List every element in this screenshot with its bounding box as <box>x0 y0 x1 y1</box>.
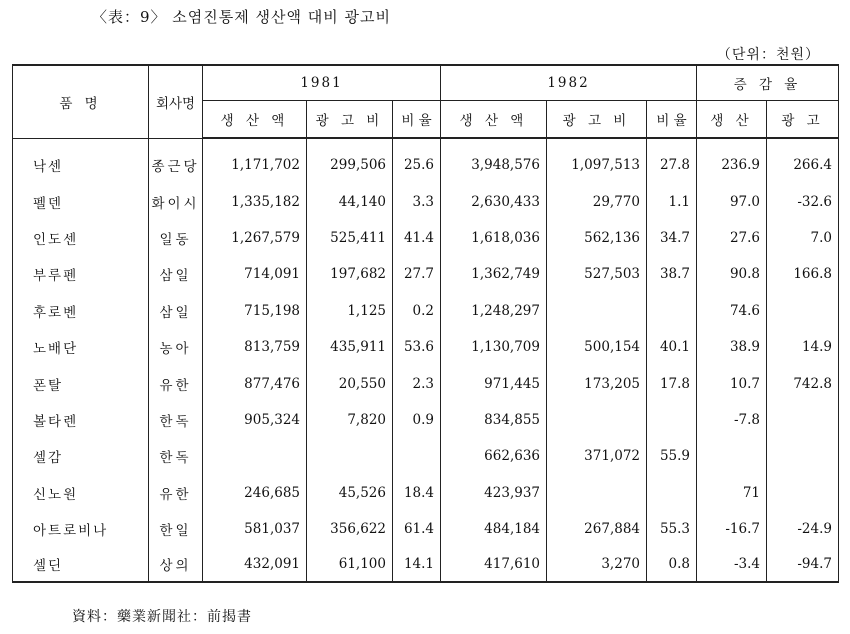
ratio-1982 <box>647 475 697 511</box>
company-name: 유한 <box>149 365 203 401</box>
production-1981: 246,685 <box>203 475 307 511</box>
header-change: 증 감 율 <box>697 65 839 101</box>
product-name: 부루펜 <box>13 256 149 292</box>
production-1981: 432,091 <box>203 547 307 582</box>
table-row <box>13 220 839 256</box>
production-1981: 1,171,702 <box>203 147 307 183</box>
production-1982: 971,445 <box>441 365 547 401</box>
ratio-1982: 55.3 <box>647 511 697 547</box>
product-name: 폰탈 <box>13 365 149 401</box>
ratio-1981: 14.1 <box>393 547 441 582</box>
product-name: 아트로비나 <box>13 511 149 547</box>
table-row <box>13 547 839 582</box>
change-production: 97.0 <box>697 183 767 219</box>
change-ad: 14.9 <box>767 329 839 365</box>
change-ad: -24.9 <box>767 511 839 547</box>
table-row <box>13 438 839 474</box>
company-name: 농아 <box>149 329 203 365</box>
ad-1982 <box>547 293 647 329</box>
ad-1982 <box>547 475 647 511</box>
change-ad: 742.8 <box>767 365 839 401</box>
table-row <box>13 293 839 329</box>
ratio-1982: 27.8 <box>647 147 697 183</box>
ratio-1981: 53.6 <box>393 329 441 365</box>
header-ad-1982: 광 고 비 <box>547 101 647 139</box>
change-production: -7.8 <box>697 402 767 438</box>
production-1981 <box>203 438 307 474</box>
header-ratio-1981: 비 율 <box>393 101 441 139</box>
ad-1981: 7,820 <box>307 402 393 438</box>
header-year-1982: 1982 <box>441 65 697 101</box>
ratio-1981: 41.4 <box>393 220 441 256</box>
header-production-1982: 생 산 액 <box>441 101 547 139</box>
ratio-1981: 27.7 <box>393 256 441 292</box>
change-ad <box>767 438 839 474</box>
change-production: -16.7 <box>697 511 767 547</box>
ratio-1981 <box>393 438 441 474</box>
source-note: 資料：藥業新聞社：前揭書 <box>72 609 252 625</box>
ad-1982: 173,205 <box>547 365 647 401</box>
production-1982: 1,618,036 <box>441 220 547 256</box>
ad-1982: 500,154 <box>547 329 647 365</box>
table-row <box>13 147 839 183</box>
ad-1982: 29,770 <box>547 183 647 219</box>
ad-1981: 197,682 <box>307 256 393 292</box>
production-1981: 1,335,182 <box>203 183 307 219</box>
header-production-1981: 생 산 액 <box>203 101 307 139</box>
ratio-1982: 17.8 <box>647 365 697 401</box>
ratio-1981: 2.3 <box>393 365 441 401</box>
product-name: 인도센 <box>13 220 149 256</box>
product-name: 낙센 <box>13 147 149 183</box>
company-name: 일동 <box>149 220 203 256</box>
change-ad <box>767 402 839 438</box>
product-name: 노배단 <box>13 329 149 365</box>
company-name: 종근당 <box>149 147 203 183</box>
ratio-1982 <box>647 293 697 329</box>
company-name: 한일 <box>149 511 203 547</box>
ratio-1982: 1.1 <box>647 183 697 219</box>
table-row <box>13 511 839 547</box>
change-production: 10.7 <box>697 365 767 401</box>
ratio-1982: 55.9 <box>647 438 697 474</box>
ad-1982 <box>547 402 647 438</box>
change-production: 38.9 <box>697 329 767 365</box>
ad-1982: 562,136 <box>547 220 647 256</box>
change-production: 27.6 <box>697 220 767 256</box>
production-1982: 417,610 <box>441 547 547 582</box>
company-name: 상의 <box>149 547 203 582</box>
production-1981: 1,267,579 <box>203 220 307 256</box>
production-1981: 581,037 <box>203 511 307 547</box>
table-body <box>13 138 839 582</box>
production-1982: 1,248,297 <box>441 293 547 329</box>
change-ad: -94.7 <box>767 547 839 582</box>
change-production: -3.4 <box>697 547 767 582</box>
ratio-1981: 25.6 <box>393 147 441 183</box>
ad-1981: 1,125 <box>307 293 393 329</box>
change-ad: 7.0 <box>767 220 839 256</box>
product-name: 신노원 <box>13 475 149 511</box>
production-1982: 2,630,433 <box>441 183 547 219</box>
table-row <box>13 402 839 438</box>
ratio-1982 <box>647 402 697 438</box>
ad-1981: 20,550 <box>307 365 393 401</box>
ad-1981 <box>307 438 393 474</box>
production-1981: 715,198 <box>203 293 307 329</box>
ad-1981: 44,140 <box>307 183 393 219</box>
ratio-1981: 61.4 <box>393 511 441 547</box>
ad-1981: 435,911 <box>307 329 393 365</box>
ad-1982: 527,503 <box>547 256 647 292</box>
production-1981: 714,091 <box>203 256 307 292</box>
product-name: 후로벤 <box>13 293 149 329</box>
change-production: 236.9 <box>697 147 767 183</box>
production-1982: 3,948,576 <box>441 147 547 183</box>
product-name: 볼타렌 <box>13 402 149 438</box>
company-name: 한독 <box>149 438 203 474</box>
production-1982: 1,362,749 <box>441 256 547 292</box>
header-product: 품 명 <box>13 65 149 138</box>
change-production: 74.6 <box>697 293 767 329</box>
production-1982: 1,130,709 <box>441 329 547 365</box>
ratio-1982: 0.8 <box>647 547 697 582</box>
ratio-1981: 0.9 <box>393 402 441 438</box>
company-name: 유한 <box>149 475 203 511</box>
production-1981: 877,476 <box>203 365 307 401</box>
ad-1982: 267,884 <box>547 511 647 547</box>
ad-1981: 61,100 <box>307 547 393 582</box>
change-ad: 266.4 <box>767 147 839 183</box>
ratio-1981: 3.3 <box>393 183 441 219</box>
ratio-1982: 34.7 <box>647 220 697 256</box>
header-year-1981: 1981 <box>203 65 441 101</box>
table-title: 〈表：9〉 소염진통제 생산액 대비 광고비 <box>92 8 391 26</box>
header-change-ad: 광 고 <box>767 101 839 139</box>
ad-1982: 3,270 <box>547 547 647 582</box>
change-production: 71 <box>697 475 767 511</box>
ad-1981: 45,526 <box>307 475 393 511</box>
production-1981: 905,324 <box>203 402 307 438</box>
product-name: 셀딘 <box>13 547 149 582</box>
company-name: 한독 <box>149 402 203 438</box>
table-row <box>13 183 839 219</box>
ad-1981: 525,411 <box>307 220 393 256</box>
unit-note: （단위：천원） <box>716 47 820 63</box>
production-1982: 423,937 <box>441 475 547 511</box>
header-company: 회사명 <box>149 65 203 138</box>
company-name: 삼일 <box>149 256 203 292</box>
change-ad: 166.8 <box>767 256 839 292</box>
ratio-1981: 0.2 <box>393 293 441 329</box>
production-1981: 813,759 <box>203 329 307 365</box>
table-row <box>13 475 839 511</box>
data-table <box>12 64 839 583</box>
change-ad <box>767 475 839 511</box>
production-1982: 834,855 <box>441 402 547 438</box>
header-ad-1981: 광 고 비 <box>307 101 393 139</box>
header-ratio-1982: 비 율 <box>647 101 697 139</box>
product-name: 펠덴 <box>13 183 149 219</box>
production-1982: 484,184 <box>441 511 547 547</box>
change-ad <box>767 293 839 329</box>
table-row <box>13 256 839 292</box>
change-production <box>697 438 767 474</box>
production-1982: 662,636 <box>441 438 547 474</box>
change-ad: -32.6 <box>767 183 839 219</box>
ad-1982: 1,097,513 <box>547 147 647 183</box>
ad-1982: 371,072 <box>547 438 647 474</box>
ratio-1982: 40.1 <box>647 329 697 365</box>
ratio-1982: 38.7 <box>647 256 697 292</box>
product-name: 셀감 <box>13 438 149 474</box>
company-name: 삼일 <box>149 293 203 329</box>
change-production: 90.8 <box>697 256 767 292</box>
ratio-1981: 18.4 <box>393 475 441 511</box>
table-row <box>13 329 839 365</box>
company-name: 화이시 <box>149 183 203 219</box>
ad-1981: 356,622 <box>307 511 393 547</box>
ad-1981: 299,506 <box>307 147 393 183</box>
table-row <box>13 365 839 401</box>
header-change-production: 생 산 <box>697 101 767 139</box>
